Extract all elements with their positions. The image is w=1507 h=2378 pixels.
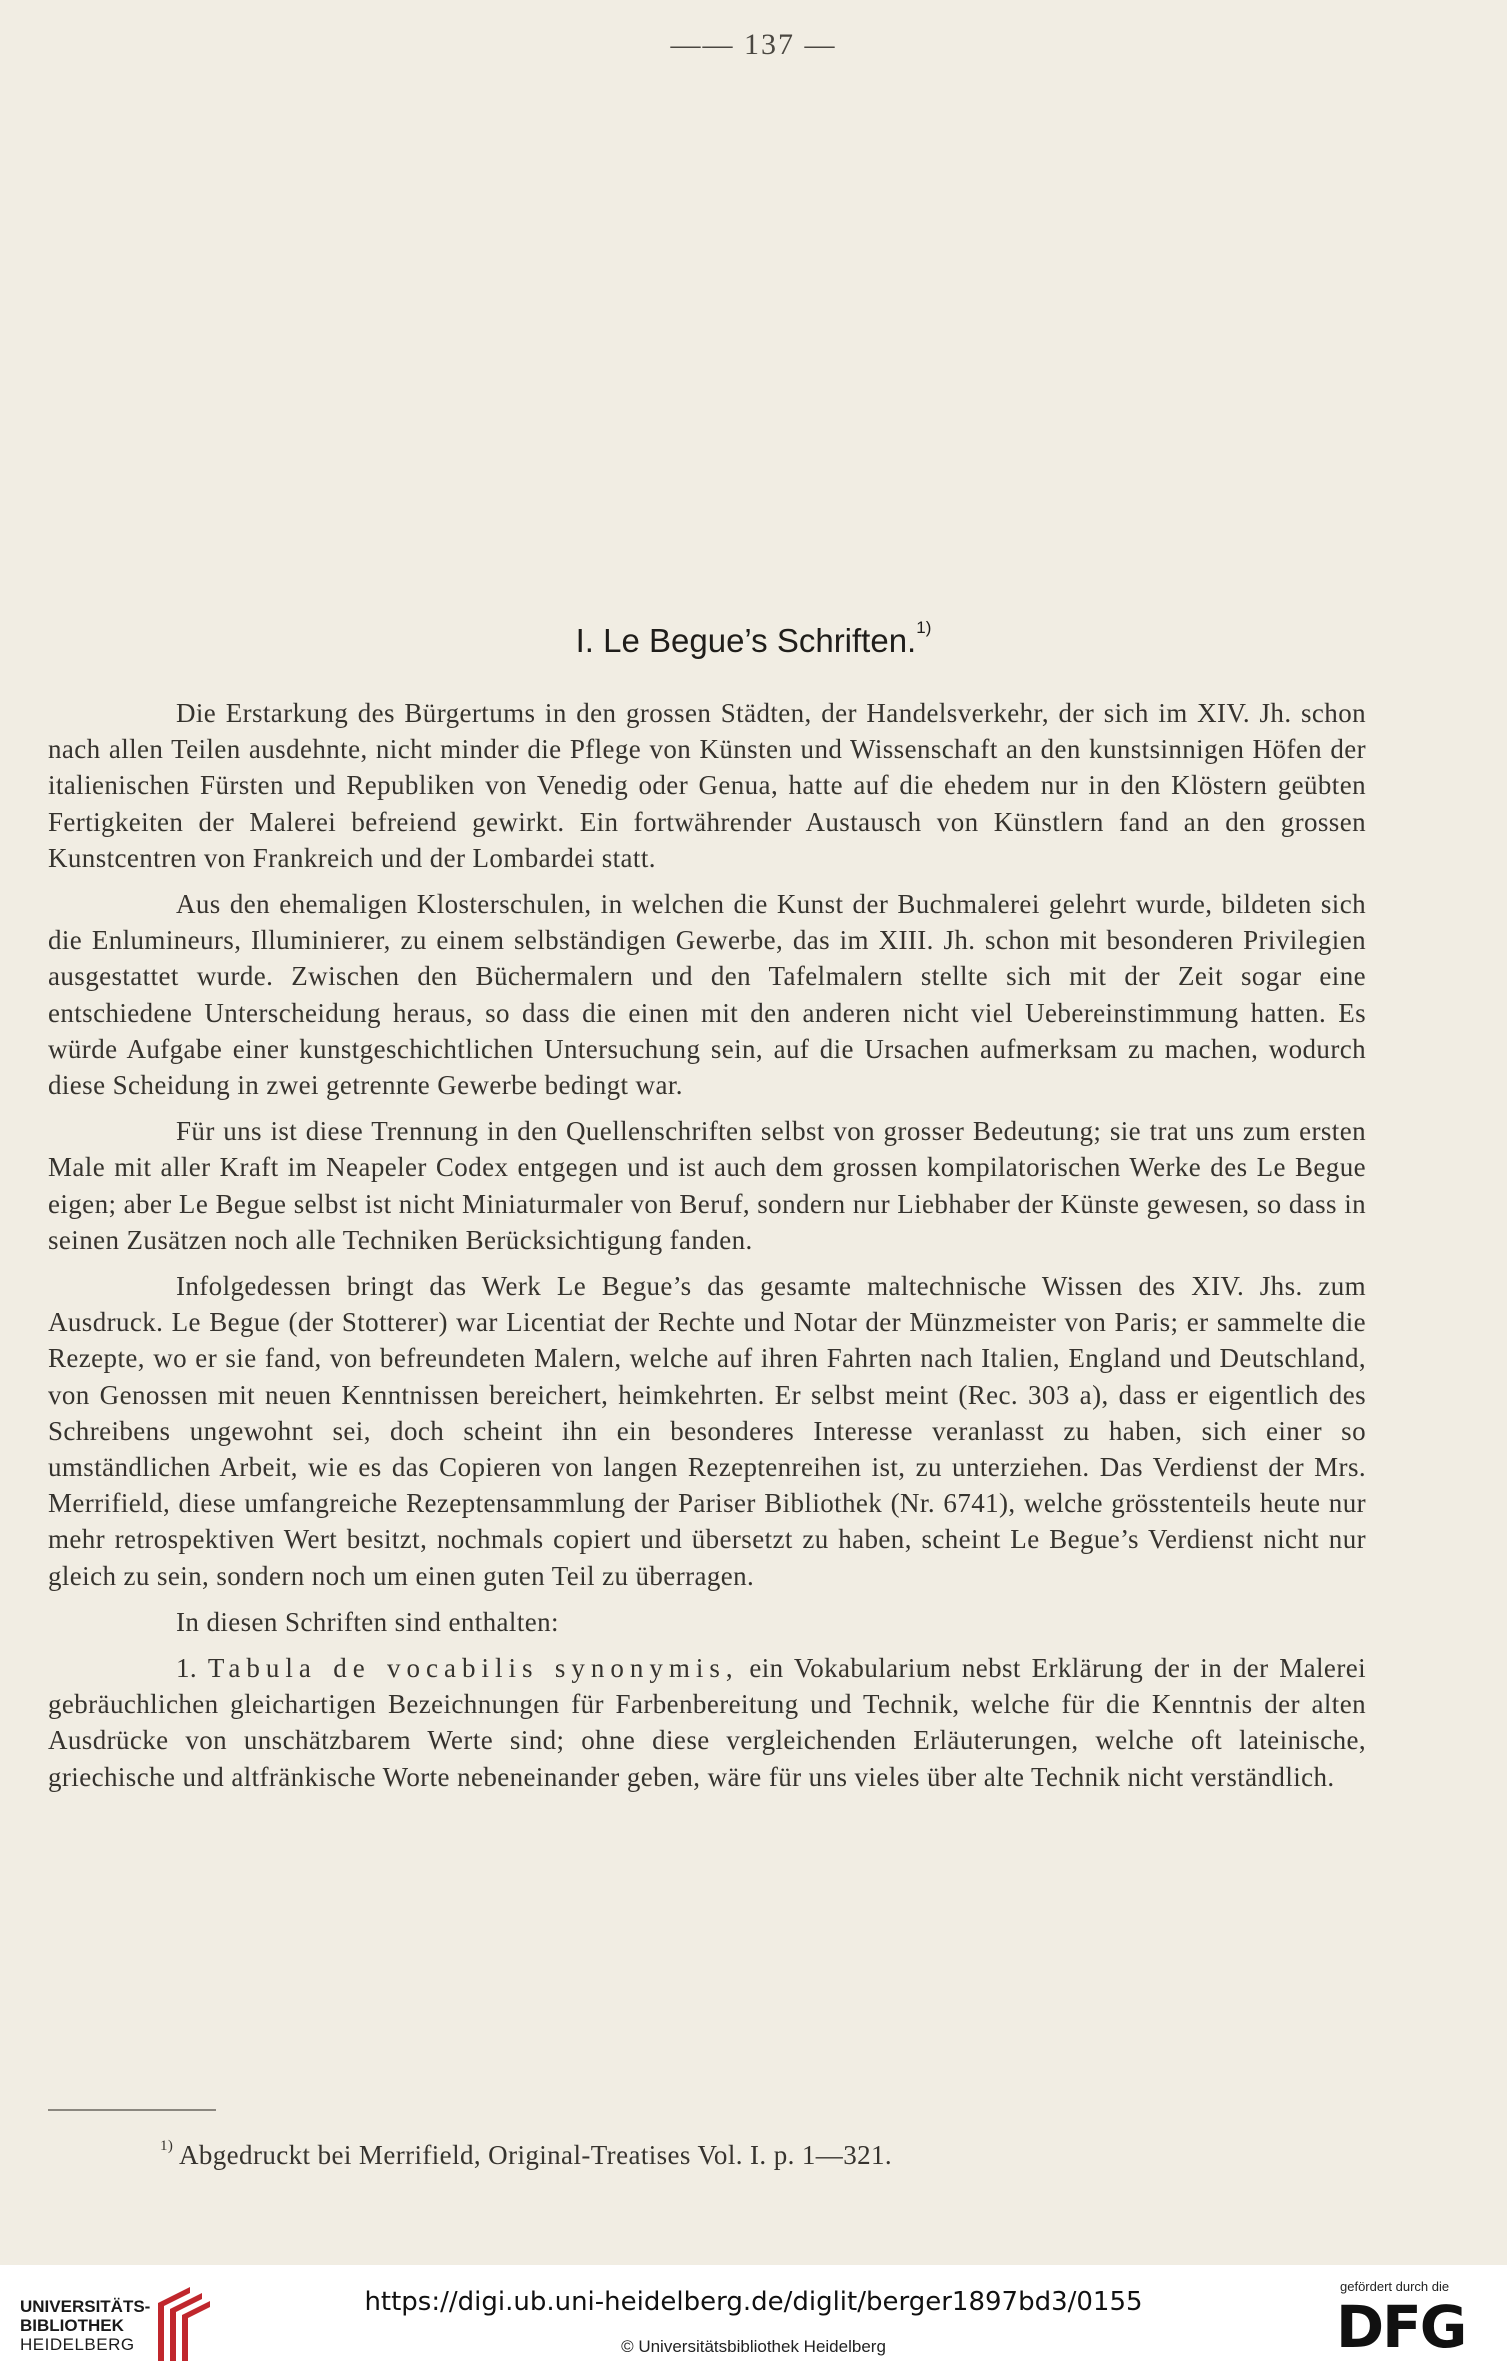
footnote	[160, 2140, 1340, 2171]
item-number: 1.	[176, 1653, 198, 1684]
viewer-footer	[0, 2265, 1507, 2378]
item-title-spaced: Tabula de vocabilis synonymis,	[207, 1653, 739, 1684]
footnote-mark: 1)	[160, 2138, 174, 2154]
paragraph: Für uns ist diese Trennung in den Quellenschriften selbst von grosser Bedeutung; sie trat uns zum ersten Male mit aller Kraft im Neapeler Codex entgegen und ist auch dem grossen kompilatorischen Werke des Le Begue eigen; aber Le Begue selbst ist nicht Miniaturmaler von Beruf, sondern nur Liebhaber der Künste gewesen, so dass in seinen Zusätzen noch alle Techniken Berücksichtigung fanden.	[48, 1116, 1366, 1255]
list-item	[48, 1650, 1366, 1795]
paragraph: In diesen Schriften sind enthalten:	[176, 1606, 559, 1637]
paragraph: Die Erstarkung des Bürgertums in den grossen Städten, der Handelsverkehr, der sich im XIV. Jh. schon nach allen Teilen ausdehnte, nicht minder die Pflege von Künsten und Wissenschaft an den kunstsinnigen Höfen der italienischen Fürsten und Republiken von Venedig oder Genua, hatte auf die ehedem nur in den Klöstern geübten Fertigkeiten der Malerei befreiend gewirkt. Ein fortwährender Austausch von Künstlern fand an den grossen Kunstcentren von Frankreich und der Lombardei statt.	[48, 698, 1366, 873]
page-number-header: —— 137 —	[670, 28, 837, 61]
body-text	[48, 695, 1366, 1805]
library-name-line2: BIBLIOTHEK	[20, 2316, 124, 2335]
chapter-title-text: I. Le Begue’s Schriften.	[575, 622, 917, 659]
permalink-url[interactable]: https://digi.ub.uni-heidelberg.de/diglit/berger1897bd3/0155	[364, 2287, 1143, 2317]
library-name-line3: HEIDELBERG	[20, 2335, 135, 2354]
paragraph: Aus den ehemaligen Klosterschulen, in welchen die Kunst der Buchmalerei gelehrt wurde, bildeten sich die Enlumineurs, Illuminierer, zu einem selbständigen Gewerbe, das im XIII. Jh. schon mit besonderen Privilegien ausgestattet wurde. Zwischen den Büchermalern und den Tafelmalern stellte sich mit der Zeit sogar eine entschiedene Unterscheidung heraus, so dass die einen mit den anderen nicht viel Uebereinstimmung hatten. Es würde Aufgabe einer kunstgeschichtlichen Untersuchung sein, auf die Ursachen aufmerksam zu machen, wodurch diese Scheidung in zwei getrennte Gewerbe bedingt war.	[48, 889, 1366, 1101]
paragraph: Infolgedessen bringt das Werk Le Begue’s das gesamte maltechnische Wissen des XIV. Jhs. zum Ausdruck. Le Begue (der Stotterer) war Licentiat der Rechte und Notar der Münzmeister von Paris; er sammelte die Rezepte, wo er sie fand, von befreundeten Malern, welche auf ihren Fahrten nach Italien, England und Deutschland, von Genossen mit neuen Kenntnissen bereichert, heimkehrten. Er selbst meint (Rec. 303 a), dass er eigentlich des Schreibens ungewohnt sei, doch scheint ihn ein besonderes Interesse veranlasst zu haben, sich einer so umständlichen Arbeit, wie es das Copieren von langen Rezeptenreihen ist, zu unterziehen. Das Verdienst der Mrs. Merrifield, diese umfangreiche Rezeptensammlung der Pariser Bibliothek (Nr. 6741), welche grösstenteils heute nur mehr retrospektiven Wert besitzt, nochmals copiert und übersetzt zu haben, scheint Le Begue’s Verdienst nicht nur gleich zu sein, sondern noch um einen guten Teil zu überragen.	[48, 1271, 1366, 1591]
copyright-notice: © Universitätsbibliothek Heidelberg	[621, 2337, 886, 2356]
footnote-text: Abgedruckt bei Merrifield, Original-Treatises Vol. I. p. 1—321.	[178, 2140, 893, 2170]
item-description: ein Vokabularium nebst Erklärung der in der Malerei gebräuchlichen gleichartigen Bezeichnungen für Farbenbereitung und Technik, welche für die Kenntnis der alten Ausdrücke von unschätzbarem Werte sind; ohne diese vergleichenden Erläuterungen, welche oft lateinische, griechische und altfränkische Worte nebeneinander geben, wäre für uns vieles über alte Technik nicht verständlich.	[48, 1653, 1366, 1792]
library-name-line1: UNIVERSITÄTS-	[20, 2297, 151, 2316]
footnote-divider	[48, 2109, 216, 2111]
dfg-logo: DFG	[1336, 2293, 1466, 2361]
chapter-title	[0, 618, 1507, 660]
funding-note: gefördert durch die	[1340, 2279, 1450, 2294]
title-footnote-mark: 1)	[916, 618, 932, 637]
